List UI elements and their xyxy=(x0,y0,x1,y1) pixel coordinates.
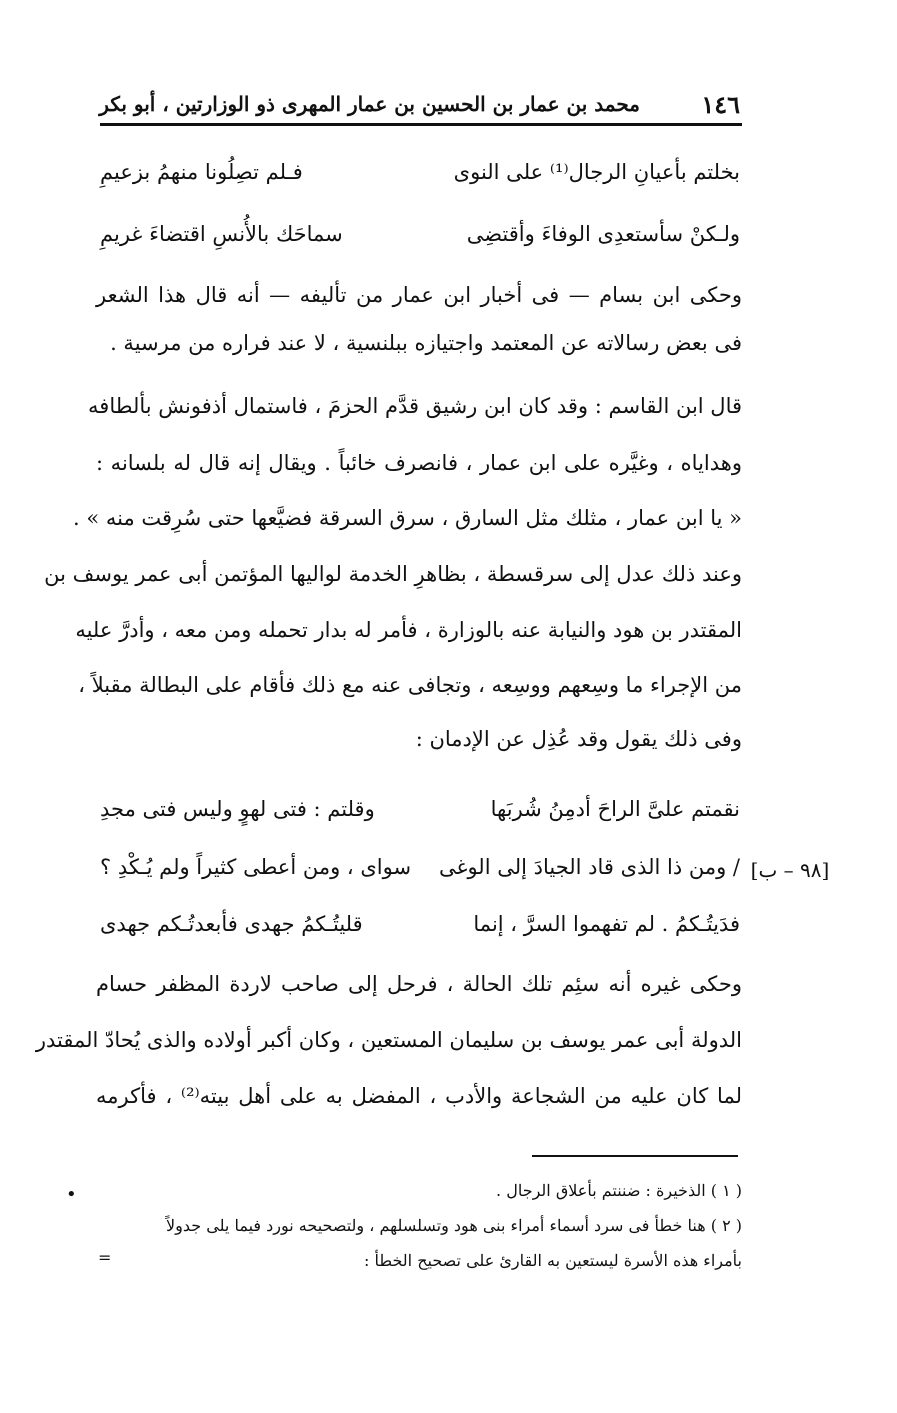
text-line: وفى ذلك يقول وقد عُذِل عن الإدمان : xyxy=(415,727,742,751)
verse-first-hemistich: / ومن ذا الذى قاد الجيادَ إلى الوغى xyxy=(438,855,740,879)
text-line: فى بعض رسالاته عن المعتمد واجتيازه ببلنسية ، لا عند فراره من مرسية . xyxy=(110,331,742,355)
verse-second-hemistich: قليتُـكمُ جهدى فأبعدتُـكم جهدى xyxy=(100,912,363,936)
text-line: « يا ابن عمار ، مثلك مثل السارق ، سرق السرقة فضيَّعها حتى سُرِقت منه » . xyxy=(72,506,742,530)
verse-first-hemistich: ولـكنْ سأستعدِى الوفاءَ وأقتضِى xyxy=(466,222,740,246)
verse-second-hemistich: وقلتم : فتى لهوٍ وليس فتى مجدِ xyxy=(100,797,375,821)
text-line: قال ابن القاسم : وقد كان ابن رشيق قدَّم الحزمَ ، فاستمال أذفونش بألطافه xyxy=(88,394,742,418)
text-line: من الإجراء ما وسِعهم ووسِعه ، وتجافى عنه مع ذلك فأقام على البطالة مقبلاً ، xyxy=(78,673,742,697)
verse-line xyxy=(100,160,740,200)
text-line: وعند ذلك عدل إلى سرقسطة ، بظاهرِ الخدمة لواليها المؤتمن أبى عمر يوسف بن xyxy=(44,562,742,586)
equals-mark: = xyxy=(98,1248,112,1267)
header-rule xyxy=(100,123,742,126)
text-line: الدولة أبى عمر يوسف بن سليمان المستعين ، وكان أكبر أولاده والذى يُحادّ المقتدر xyxy=(35,1028,742,1052)
footnote: ( ١ ) الذخيرة : ضننتم بأعلاق الرجال . xyxy=(496,1181,742,1200)
verse-line xyxy=(100,912,740,952)
text-line: لما كان عليه من الشجاعة والأدب ، المفضل به على أهل بيته⁽²⁾ ، فأكرمه xyxy=(96,1084,742,1108)
verse-line xyxy=(100,222,740,262)
verse-first-hemistich: فدَيتُـكمُ . لم تفهموا السرَّ ، إنما xyxy=(473,912,740,936)
verse-second-hemistich: سماحَك بالأُنسِ اقتضاءَ غريمِ xyxy=(100,222,343,246)
stray-dot-mark: • xyxy=(66,1184,77,1205)
page-number: ١٤٦ xyxy=(701,90,740,119)
text-line: المقتدر بن هود والنيابة عنه بالوزارة ، فأمر له بدار تحمله ومن معه ، وأدرَّ عليه xyxy=(75,618,742,642)
text-line: وهداياه ، وغيَّره على ابن عمار ، فانصرف خائباً . ويقال إنه قال له بلسانه : xyxy=(96,451,742,475)
text-line: وحكى ابن بسام — فى أخبار ابن عمار من تأليفه — أنه قال هذا الشعر xyxy=(96,283,742,307)
running-title: محمد بن عمار بن الحسين بن عمار المهرى ذو الوزارتين ، أبو بكر xyxy=(99,92,640,116)
verse-line xyxy=(100,797,740,837)
footnote: ( ٢ ) هنا خطأ فى سرد أسماء أمراء بنى هود وتسلسلهم ، ولتصحيحه نورد فيما يلى جدولاً xyxy=(166,1216,742,1235)
text-line: وحكى غيره أنه سئِم تلك الحالة ، فرحل إلى صاحب لاردة المظفر حسام xyxy=(96,972,742,996)
verse-second-hemistich: سواى ، ومن أعطى كثيراً ولم يُـكْدِ ؟ xyxy=(100,855,412,879)
verse-first-hemistich: بخلتم بأعيانِ الرجال⁽¹⁾ على النوى xyxy=(453,160,740,184)
footnote: بأمراء هذه الأسرة ليستعين به القارئ على تصحيح الخطأ : xyxy=(363,1251,742,1270)
verse-second-hemistich: فـلم تصِلُونا منهمُ بزعيمِ xyxy=(100,160,303,184)
manuscript-folio-reference: [٩٨ – ب] xyxy=(750,858,830,882)
footnote-separator xyxy=(532,1155,738,1157)
verse-first-hemistich: نقمتم علىَّ الراحَ أدمِنُ شُربَها xyxy=(490,797,740,821)
verse-line xyxy=(100,855,740,895)
